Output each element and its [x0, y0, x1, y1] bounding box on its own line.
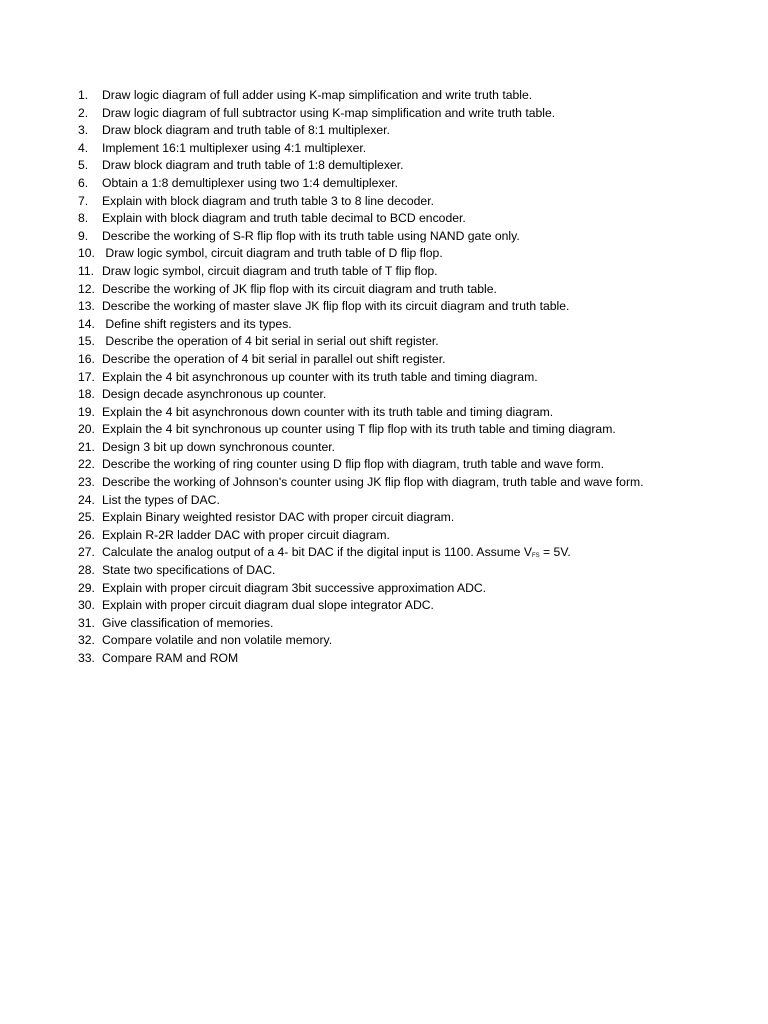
question-item	[78, 87, 644, 105]
question-item	[78, 492, 644, 510]
question-number: 33.	[78, 651, 95, 665]
question-text	[102, 316, 292, 334]
question-list	[78, 87, 644, 668]
question-number: 15.	[78, 334, 95, 349]
question-number: 24.	[78, 492, 95, 507]
question-text-main: Describe the working of S-R flip flop with its truth table using NAND gate only.	[102, 228, 520, 243]
question-text	[102, 140, 366, 158]
question-text-main: Describe the working of JK flip flop with its circuit diagram and truth table.	[102, 281, 497, 296]
question-text	[102, 615, 273, 633]
question-text-main: Explain Binary weighted resistor DAC with proper circuit diagram.	[102, 510, 455, 525]
question-text	[102, 421, 616, 439]
question-text-main: Explain with block diagram and truth table decimal to BCD encoder.	[102, 211, 466, 226]
question-text-main: Draw block diagram and truth table of 1:8 demultiplexer.	[102, 158, 404, 173]
question-text	[102, 544, 571, 562]
question-number: 19.	[78, 404, 95, 419]
question-item	[78, 509, 644, 527]
question-number: 22.	[78, 457, 95, 472]
question-item	[78, 615, 644, 633]
question-text	[102, 509, 454, 527]
question-text-main: Describe the operation of 4 bit serial in serial out shift register.	[102, 334, 439, 349]
question-item	[78, 632, 644, 650]
question-item	[78, 333, 644, 351]
question-text	[102, 386, 326, 404]
question-number: 30.	[78, 598, 95, 613]
question-text-main: Draw logic diagram of full subtractor using K-map simplification and write truth table.	[102, 105, 556, 120]
question-text	[102, 122, 390, 140]
question-text-main: Calculate the analog output of a 4- bit DAC if the digital input is 1100. Assume V	[102, 545, 532, 560]
question-item	[78, 281, 644, 299]
question-text	[102, 492, 220, 510]
question-item	[78, 316, 644, 334]
question-number: 25.	[78, 510, 95, 525]
question-text-main: Compare volatile and non volatile memory.	[102, 633, 333, 648]
question-item	[78, 210, 644, 228]
question-text	[102, 228, 520, 246]
question-number: 26.	[78, 527, 95, 542]
question-text	[102, 263, 438, 281]
question-number: 31.	[78, 615, 95, 630]
question-text	[102, 351, 445, 369]
question-number: 17.	[78, 369, 95, 384]
question-text-main: Explain the 4 bit asynchronous up counter with its truth table and timing diagram.	[102, 369, 538, 384]
question-item	[78, 527, 644, 545]
question-item	[78, 474, 644, 492]
question-text	[102, 650, 238, 668]
question-text-main: Design 3 bit up down synchronous counter.	[102, 439, 336, 454]
question-item	[78, 140, 644, 158]
question-text-main: Explain with block diagram and truth table 3 to 8 line decoder.	[102, 193, 434, 208]
question-number: 3.	[78, 123, 89, 138]
question-text	[102, 245, 443, 263]
question-text	[102, 333, 439, 351]
question-item	[78, 122, 644, 140]
question-text-main: List the types of DAC.	[102, 492, 220, 507]
question-item	[78, 562, 644, 580]
question-number: 23.	[78, 475, 95, 490]
question-text-subscript: FS	[531, 553, 540, 560]
question-text	[102, 597, 434, 615]
question-item	[78, 597, 644, 615]
question-text	[102, 474, 644, 492]
question-text	[102, 456, 604, 474]
question-number: 21.	[78, 439, 95, 454]
question-text-main: Draw logic symbol, circuit diagram and truth table of T flip flop.	[102, 263, 438, 278]
question-number: 14.	[78, 316, 95, 331]
question-text	[102, 580, 486, 598]
question-item	[78, 245, 644, 263]
question-number: 28.	[78, 563, 95, 578]
question-text	[102, 562, 275, 580]
question-text	[102, 439, 335, 457]
question-text	[102, 632, 332, 650]
question-text-main: Describe the working of master slave JK flip flop with its circuit diagram and truth table.	[102, 299, 570, 314]
question-text-main: Give classification of memories.	[102, 615, 274, 630]
question-number: 12.	[78, 281, 95, 296]
question-item	[78, 386, 644, 404]
question-number: 4.	[78, 140, 89, 155]
question-number: 16.	[78, 351, 95, 366]
question-number: 29.	[78, 580, 95, 595]
question-text-main: Draw logic diagram of full adder using K-map simplification and write truth table.	[102, 88, 533, 102]
question-text-main: Explain R-2R ladder DAC with proper circuit diagram.	[102, 527, 390, 542]
question-number: 10.	[78, 246, 95, 261]
question-number: 2.	[78, 105, 89, 120]
question-number: 5.	[78, 158, 89, 173]
question-text-main: Explain with proper circuit diagram 3bit successive approximation ADC.	[102, 580, 487, 595]
question-item	[78, 580, 644, 598]
question-text-main: Define shift registers and its types.	[102, 316, 292, 331]
question-text-main: Explain the 4 bit asynchronous down counter with its truth table and timing diagram.	[102, 404, 554, 419]
question-number: 8.	[78, 211, 89, 226]
question-text-main: Draw logic symbol, circuit diagram and truth table of D flip flop.	[102, 246, 443, 261]
question-item	[78, 369, 644, 387]
question-text	[102, 87, 532, 105]
question-text-main: Describe the working of Johnson's counter using JK flip flop with diagram, truth table and wave form.	[102, 475, 644, 490]
question-text	[102, 175, 398, 193]
question-item	[78, 193, 644, 211]
question-number: 1.	[78, 88, 89, 102]
question-text	[102, 105, 555, 123]
question-text-main: Describe the working of ring counter using D flip flop with diagram, truth table and wave form.	[102, 457, 604, 472]
question-text	[102, 527, 390, 545]
question-text	[102, 193, 434, 211]
question-item	[78, 157, 644, 175]
question-item	[78, 650, 644, 668]
question-text-main: Obtain a 1:8 demultiplexer using two 1:4 demultiplexer.	[102, 175, 399, 190]
question-item	[78, 456, 644, 474]
question-text	[102, 281, 497, 299]
question-text-main: Draw block diagram and truth table of 8:1 multiplexer.	[102, 123, 390, 138]
question-number: 7.	[78, 193, 89, 208]
question-item	[78, 298, 644, 316]
question-text	[102, 404, 553, 422]
question-item	[78, 439, 644, 457]
question-item	[78, 175, 644, 193]
question-number: 9.	[78, 228, 89, 243]
question-number: 27.	[78, 545, 95, 560]
question-item	[78, 544, 644, 562]
question-text-main: Explain with proper circuit diagram dual slope integrator ADC.	[102, 598, 434, 613]
question-item	[78, 351, 644, 369]
question-text	[102, 298, 569, 316]
question-text-main: State two specifications of DAC.	[102, 563, 276, 578]
question-number: 20.	[78, 422, 95, 437]
question-item	[78, 105, 644, 123]
question-number: 18.	[78, 387, 95, 402]
question-item	[78, 263, 644, 281]
question-number: 13.	[78, 299, 95, 314]
question-text	[102, 210, 466, 228]
question-text-main: Explain the 4 bit synchronous up counter using T flip flop with its truth table and timing diagram.	[102, 422, 616, 437]
question-item	[78, 421, 644, 439]
question-item	[78, 228, 644, 246]
question-text-main: Describe the operation of 4 bit serial in parallel out shift register.	[102, 351, 446, 366]
question-number: 11.	[78, 263, 95, 278]
question-text-main: Design decade asynchronous up counter.	[102, 387, 327, 402]
question-text	[102, 157, 403, 175]
question-text-main: Implement 16:1 multiplexer using 4:1 multiplexer.	[102, 140, 367, 155]
question-text-after: = 5V.	[539, 545, 571, 560]
question-number: 6.	[78, 175, 89, 190]
question-text-main: Compare RAM and ROM	[102, 651, 239, 665]
question-number: 32.	[78, 633, 95, 648]
question-item	[78, 404, 644, 422]
question-text	[102, 369, 538, 387]
